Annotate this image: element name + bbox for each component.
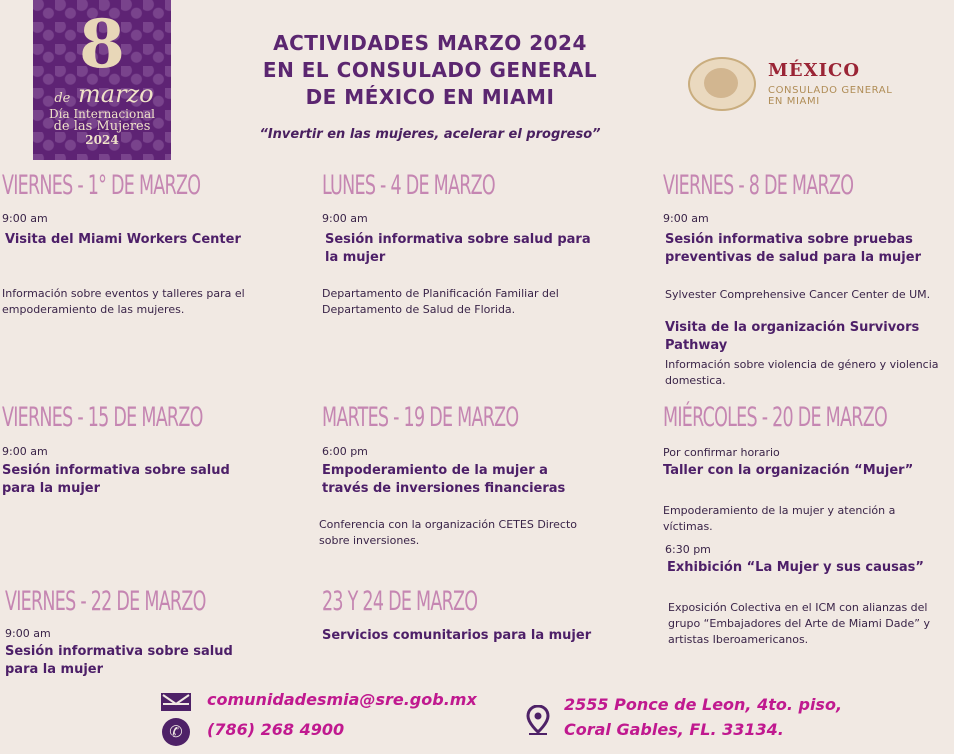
- banner-line2: de las Mujeres: [53, 119, 151, 134]
- womens-day-banner: [33, 0, 171, 160]
- event-description: Información sobre violencia de género y violencia domestica.: [665, 358, 939, 387]
- event-title: Empoderamiento de la mujer a través de inversiones financieras: [322, 463, 566, 496]
- event-day: MIÉRCOLES - 20 DE MARZO: [663, 402, 888, 433]
- event-day: VIERNES - 8 DE MARZO: [663, 170, 854, 201]
- event-description: Conferencia con la organización CETES Directo sobre inversiones.: [319, 518, 577, 547]
- page-title: ACTIVIDADES MARZO 2024 EN EL CONSULADO GENERAL DE MÉXICO EN MIAMI: [262, 31, 598, 109]
- event-day: LUNES - 4 DE MARZO: [322, 170, 495, 201]
- event-title: Taller con la organización “Mujer”: [663, 463, 914, 478]
- logo-name: MÉXICO: [768, 60, 861, 81]
- event-title: Exhibición “La Mujer y sus causas”: [667, 560, 924, 575]
- event-time: 9:00 am: [2, 445, 48, 458]
- event-description: Información sobre eventos y talleres para el empoderamiento de las mujeres.: [2, 287, 245, 316]
- event-time: 9:00 am: [2, 212, 48, 225]
- event-title: Sesión informativa sobre salud para la mujer: [5, 644, 233, 677]
- event-time: 9:00 am: [663, 212, 709, 225]
- event-description: Empoderamiento de la mujer y atención a víctimas.: [663, 504, 896, 533]
- banner-month: de marzo: [54, 80, 154, 108]
- address-line2: Coral Gables, FL. 33134.: [564, 720, 784, 739]
- mail-icon: [161, 693, 191, 711]
- event-day: 23 Y 24 DE MARZO: [322, 586, 478, 617]
- event-title: Visita del Miami Workers Center: [5, 232, 241, 247]
- event-title: Sesión informativa sobre salud para la mujer: [2, 463, 230, 496]
- email-link[interactable]: comunidadesmia@sre.gob.mx: [207, 690, 477, 709]
- phone-number[interactable]: (786) 268 4900: [207, 720, 345, 739]
- event-time: 6:00 pm: [322, 445, 368, 458]
- slogan: “Invertir en las mujeres, acelerar el progreso”: [259, 127, 601, 142]
- event-day: VIERNES - 1° DE MARZO: [2, 170, 201, 201]
- event-description: Departamento de Planificación Familiar del Departamento de Salud de Florida.: [322, 287, 559, 316]
- event-day: VIERNES - 22 DE MARZO: [5, 586, 206, 617]
- event-title: Servicios comunitarios para la mujer: [322, 628, 592, 643]
- event-title: Visita de la organización Survivors Pathway: [665, 320, 920, 353]
- banner-number: 8: [79, 5, 125, 83]
- banner-year: 2024: [85, 133, 119, 147]
- location-pin-icon: [526, 705, 550, 733]
- event-day: VIERNES - 15 DE MARZO: [2, 402, 203, 433]
- banner-line1: Día Internacional: [49, 107, 155, 121]
- logo-subtitle: CONSULADO GENERAL EN MIAMI: [768, 85, 893, 107]
- event-time: 6:30 pm: [665, 543, 711, 556]
- national-seal-icon: [688, 57, 756, 111]
- event-description: Exposición Colectiva en el ICM con alianzas del grupo “Embajadores del Arte de Miami Dade” y artistas Iberoamericanos.: [668, 601, 930, 646]
- event-description: Sylvester Comprehensive Cancer Center de UM.: [665, 288, 931, 301]
- phone-icon: ✆: [162, 718, 190, 746]
- address-line1: 2555 Ponce de Leon, 4to. piso,: [564, 695, 843, 714]
- event-day: MARTES - 19 DE MARZO: [322, 402, 519, 433]
- event-title: Sesión informativa sobre pruebas preventivas de salud para la mujer: [665, 232, 921, 265]
- event-time: 9:00 am: [5, 627, 51, 640]
- event-time: Por confirmar horario: [663, 446, 780, 459]
- event-time: 9:00 am: [322, 212, 368, 225]
- event-title: Sesión informativa sobre salud para la mujer: [325, 232, 591, 265]
